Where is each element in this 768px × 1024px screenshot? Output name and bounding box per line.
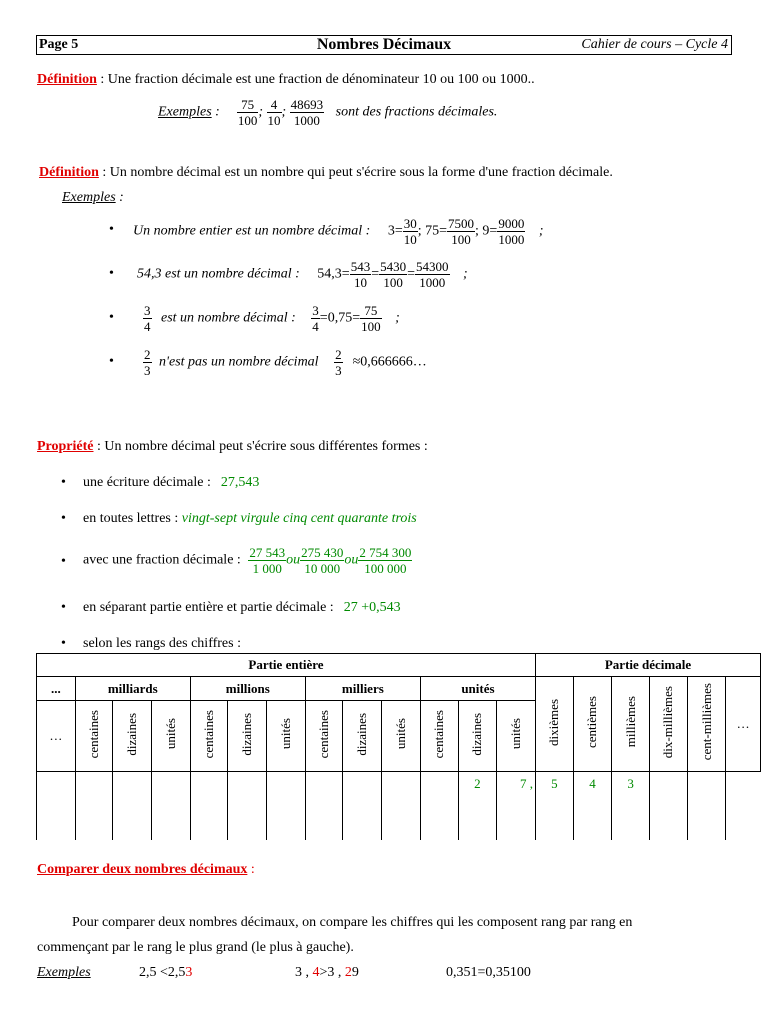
compare-example-3: 0,351=0,35100 xyxy=(446,965,531,980)
rank-centaines: centaines xyxy=(201,709,217,759)
group-millions: millions xyxy=(190,677,305,701)
rank-unites: unités xyxy=(162,718,178,750)
bullet: • xyxy=(109,354,114,369)
page-number: Page 5 xyxy=(39,37,79,52)
property-text: : Un nombre décimal peut s'écrire sous différentes formes : xyxy=(93,439,428,454)
rank-unites: unités xyxy=(393,718,409,750)
fraction: $\frac{4}{10}$ xyxy=(267,97,281,128)
partie-entiere-header: Partie entière xyxy=(37,654,536,677)
definition-2 xyxy=(39,165,613,181)
example-two-thirds: $\frac{2}{3}$ n'est pas un nombre décimal $\frac{2}{3}$ ≈0,666666… xyxy=(144,347,427,378)
examples-label: Exemples xyxy=(158,104,212,120)
rank-dizaines: dizaines xyxy=(239,712,255,756)
form-split: en séparant partie entière et partie décimale : 27 +0,543 xyxy=(83,600,401,615)
property xyxy=(37,439,428,455)
bullet: • xyxy=(109,222,114,237)
rank-centiemes: centièmes xyxy=(584,696,600,748)
rank-centaines: centaines xyxy=(316,709,332,759)
bullet: • xyxy=(109,266,114,281)
rank-more-decimals: … xyxy=(726,677,761,772)
digit-dixiemes: 5 xyxy=(535,772,573,796)
group-dots: ... xyxy=(37,677,76,701)
form-fraction: avec une fraction décimale : $\frac{27 543}{1 000}$ ou $\frac{275 430}{10 000}$ ou $\frac{2 754 300}{100 000}$ xyxy=(83,545,412,576)
compare-examples-label: Exemples xyxy=(37,965,91,980)
form-decimal: une écriture décimale : 27,543 xyxy=(83,475,260,490)
definition-1-label: Définition xyxy=(37,72,97,87)
rank-unites: unités xyxy=(277,718,293,750)
rank-more-integers: … xyxy=(37,701,76,772)
digit-milliemes: 3 xyxy=(612,772,650,796)
group-unites: unités xyxy=(420,677,535,701)
page-title: Nombres Décimaux xyxy=(316,36,452,53)
rank-milliemes: millièmes xyxy=(622,696,638,748)
rank-dixiemes: dixièmes xyxy=(546,698,562,746)
compare-example-1: 2,5 <2,53 xyxy=(139,965,193,980)
property-label: Propriété xyxy=(37,439,94,454)
definition-1 xyxy=(37,72,535,88)
rank-dizaines: dizaines xyxy=(469,712,485,756)
bullet: • xyxy=(61,554,66,569)
rank-dizaines: dizaines xyxy=(354,712,370,756)
bullet: • xyxy=(61,475,66,490)
rank-cent-milliemes: cent-millièmes xyxy=(698,683,714,761)
rank-centaines: centaines xyxy=(431,709,447,759)
page-subtitle: Cahier de cours – Cycle 4 xyxy=(581,37,728,52)
rank-dix-milliemes: dix-millièmes xyxy=(660,685,676,759)
compare-paragraph-2: commençant par le rang le plus grand (le plus à gauche). xyxy=(37,940,354,955)
definition-2-text: : Un nombre décimal est un nombre qui peut s'écrire sous la forme d'une fraction décimale. xyxy=(98,165,613,180)
definition-1-examples: Exemples : $\frac{75}{100}$ ; $\frac{4}{10}$ ; $\frac{48693}{1000}$ sont des fractions décimales. xyxy=(158,97,498,128)
rank-table xyxy=(36,653,761,840)
compare-paragraph-1: Pour comparer deux nombres décimaux, on compare les chiffres qui les composent rang par rang en xyxy=(72,915,633,930)
fraction: $\frac{75}{100}$ xyxy=(237,97,258,128)
group-milliers: milliers xyxy=(305,677,420,701)
fraction: $\frac{48693}{1000}$ xyxy=(290,97,324,128)
digit-unites: 7 , xyxy=(497,772,536,796)
example-three-quarters: $\frac{3}{4}$ est un nombre décimal : $\frac{3}{4}$ =0,75= $\frac{75}{100}$ ; xyxy=(144,303,400,334)
bullet: • xyxy=(61,600,66,615)
group-milliards: milliards xyxy=(75,677,190,701)
form-letters: en toutes lettres : vingt-sept virgule cinq cent quarante trois xyxy=(83,511,417,526)
definition-2-label: Définition xyxy=(39,165,99,180)
partie-decimale-header: Partie décimale xyxy=(535,654,760,677)
digit-dizaines: 2 xyxy=(458,772,497,796)
compare-title: Comparer deux nombres décimaux : xyxy=(37,862,255,877)
definition-1-text: : Une fraction décimale est une fraction de dénominateur 10 ou 100 ou 1000.. xyxy=(96,72,535,87)
bullet: • xyxy=(109,310,114,325)
example-integer: Un nombre entier est un nombre décimal : 3= $\frac{30}{10}$ ; 75= $\frac{7500}{100}$ ; 9= $\frac{9000}{1000}$ ; xyxy=(133,216,544,247)
rank-centaines: centaines xyxy=(86,709,102,759)
rank-unites: unités xyxy=(508,718,524,750)
page-header xyxy=(36,35,732,55)
compare-example-2: 3 , 4>3 , 29 xyxy=(295,965,359,980)
definition-2-examples-label: Exemples : xyxy=(62,190,124,205)
example-decimal: 54,3 est un nombre décimal : 54,3= $\frac{543}{10}$ = $\frac{5430}{100}$ = $\frac{54300}{1000}$ ; xyxy=(137,259,468,290)
bullet: • xyxy=(61,511,66,526)
bullet: • xyxy=(61,636,66,651)
form-ranks: selon les rangs des chiffres : xyxy=(83,636,241,651)
digit-centiemes: 4 xyxy=(573,772,612,796)
rank-dizaines: dizaines xyxy=(124,712,140,756)
definition-1-suffix: sont des fractions décimales. xyxy=(335,104,498,120)
